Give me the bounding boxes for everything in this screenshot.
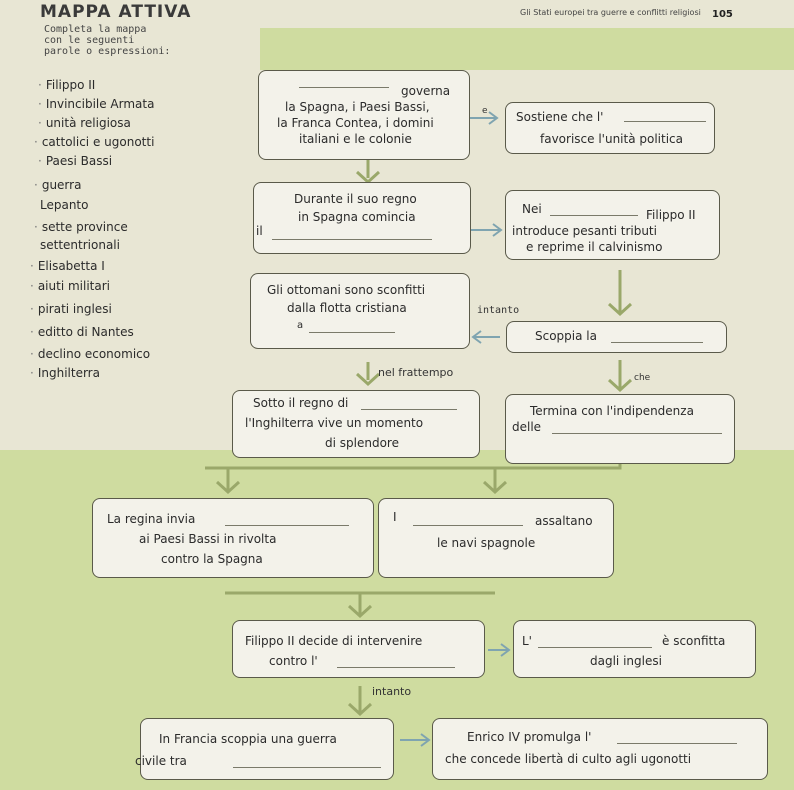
box-termina-line: delle (512, 420, 542, 434)
blank-field[interactable] (272, 223, 432, 240)
blank-field[interactable] (617, 727, 737, 744)
box-regina-line: ai Paesi Bassi in rivolta (139, 532, 277, 546)
connector-nel-frattempo: nel frattempo (378, 366, 454, 379)
word-list-item: · declino economico (30, 347, 151, 361)
box-sotto-line: Sotto il regno di (253, 396, 349, 410)
box-termina-line: Termina con l'indipendenza (530, 404, 694, 418)
word-list-item: · guerra (34, 178, 82, 192)
box-assaltano-line: I (393, 510, 397, 524)
box-filippo-line: contro l' (269, 654, 318, 668)
box-governa-line: la Spagna, i Paesi Bassi, (285, 100, 430, 114)
box-ottomani-line: dalla flotta cristiana (287, 301, 407, 315)
box-durante (253, 182, 471, 254)
box-scoppia (506, 321, 727, 353)
box-governa (258, 70, 470, 160)
box-sostiene (505, 102, 715, 154)
box-governa-line: italiani e le colonie (299, 132, 412, 146)
box-regina-line: La regina invia (107, 512, 196, 526)
word-list-item: · Elisabetta I (30, 259, 105, 273)
word-list-item: Lepanto (40, 198, 89, 212)
box-enrico-line: Enrico IV promulga l' (467, 730, 592, 744)
box-ottomani (250, 273, 470, 349)
box-francia (135, 718, 394, 780)
blank-field[interactable] (538, 631, 652, 648)
box-francia-line: civile tra (135, 754, 187, 768)
box-ottomani-line: a (297, 320, 304, 331)
box-governa-line: governa (401, 84, 451, 98)
connector-intanto: intanto (372, 685, 412, 698)
blank-field[interactable] (233, 753, 381, 768)
box-francia-line: In Francia scoppia una guerra (159, 732, 337, 746)
word-list-item: · sette province (34, 220, 128, 234)
page-number: 105 (712, 9, 733, 20)
blank-field[interactable] (361, 395, 457, 410)
box-sconfitta (513, 620, 756, 678)
word-list-item: settentrionali (40, 238, 120, 252)
word-list-item: · aiuti militari (30, 279, 110, 293)
word-list-item: · cattolici e ugonotti (34, 135, 155, 149)
connector-e: e (482, 106, 488, 116)
box-nei-line: Filippo II (646, 208, 696, 222)
blank-field[interactable] (611, 326, 703, 343)
box-sotto-line: di splendore (325, 436, 399, 450)
box-ottomani-line: Gli ottomani sono sconfitti (267, 283, 426, 297)
blank-field[interactable] (550, 199, 638, 216)
word-list-item: · unità religiosa (38, 116, 131, 130)
box-nei-line: Nei (522, 202, 542, 216)
blank-field[interactable] (413, 509, 523, 526)
box-sconfitta-line: dagli inglesi (590, 654, 662, 668)
box-regina-line: contro la Spagna (161, 552, 263, 566)
box-sotto (232, 390, 480, 458)
box-scoppia-line: Scoppia la (535, 329, 597, 343)
box-nei-line: e reprime il calvinismo (526, 240, 663, 254)
box-assaltano-line: le navi spagnole (437, 536, 536, 550)
box-assaltano (378, 498, 614, 578)
box-regina (92, 498, 374, 578)
box-sostiene-line: Sostiene che l' (516, 110, 604, 124)
connector-intanto: intanto (477, 305, 520, 316)
box-governa-line: la Franca Contea, i domini (277, 116, 434, 130)
box-assaltano-line: assaltano (535, 514, 593, 528)
word-list-item: · Paesi Bassi (38, 154, 113, 168)
box-durante-line: il (256, 224, 263, 238)
box-termina (505, 394, 735, 464)
blank-field[interactable] (299, 87, 389, 88)
word-list-item: · Inghilterra (30, 366, 100, 380)
word-list-item: · editto di Nantes (30, 325, 134, 339)
blank-field[interactable] (225, 509, 349, 526)
word-list-item: · Invincibile Armata (38, 97, 155, 111)
instructions: Completa la mappa con le seguenti parole o espressioni: (44, 24, 171, 57)
box-sconfitta-line: L' (522, 634, 532, 648)
box-durante-line: in Spagna comincia (298, 210, 416, 224)
box-filippo (232, 620, 485, 678)
connector-che: che (634, 373, 651, 383)
box-durante-line: Durante il suo regno (294, 192, 417, 206)
box-nei (505, 190, 720, 260)
box-enrico-line: che concede libertà di culto agli ugonotti (445, 752, 692, 766)
blank-field[interactable] (309, 318, 395, 333)
word-list-item: · pirati inglesi (30, 302, 112, 316)
word-list-item: · Filippo II (38, 78, 96, 92)
blank-field[interactable] (624, 107, 706, 122)
running-head: Gli Stati europei tra guerre e conflitti religiosi (520, 8, 701, 17)
box-nei-line: introduce pesanti tributi (512, 224, 657, 238)
box-sconfitta-line: è sconfitta (662, 634, 726, 648)
blank-field[interactable] (552, 417, 722, 434)
box-sostiene-line: favorisce l'unità politica (540, 132, 684, 146)
box-filippo-line: Filippo II decide di intervenire (245, 634, 423, 648)
box-sotto-line: l'Inghilterra vive un momento (245, 416, 424, 430)
page-title: MAPPA ATTIVA (40, 2, 192, 22)
box-enrico (432, 718, 768, 780)
blank-field[interactable] (337, 653, 455, 668)
